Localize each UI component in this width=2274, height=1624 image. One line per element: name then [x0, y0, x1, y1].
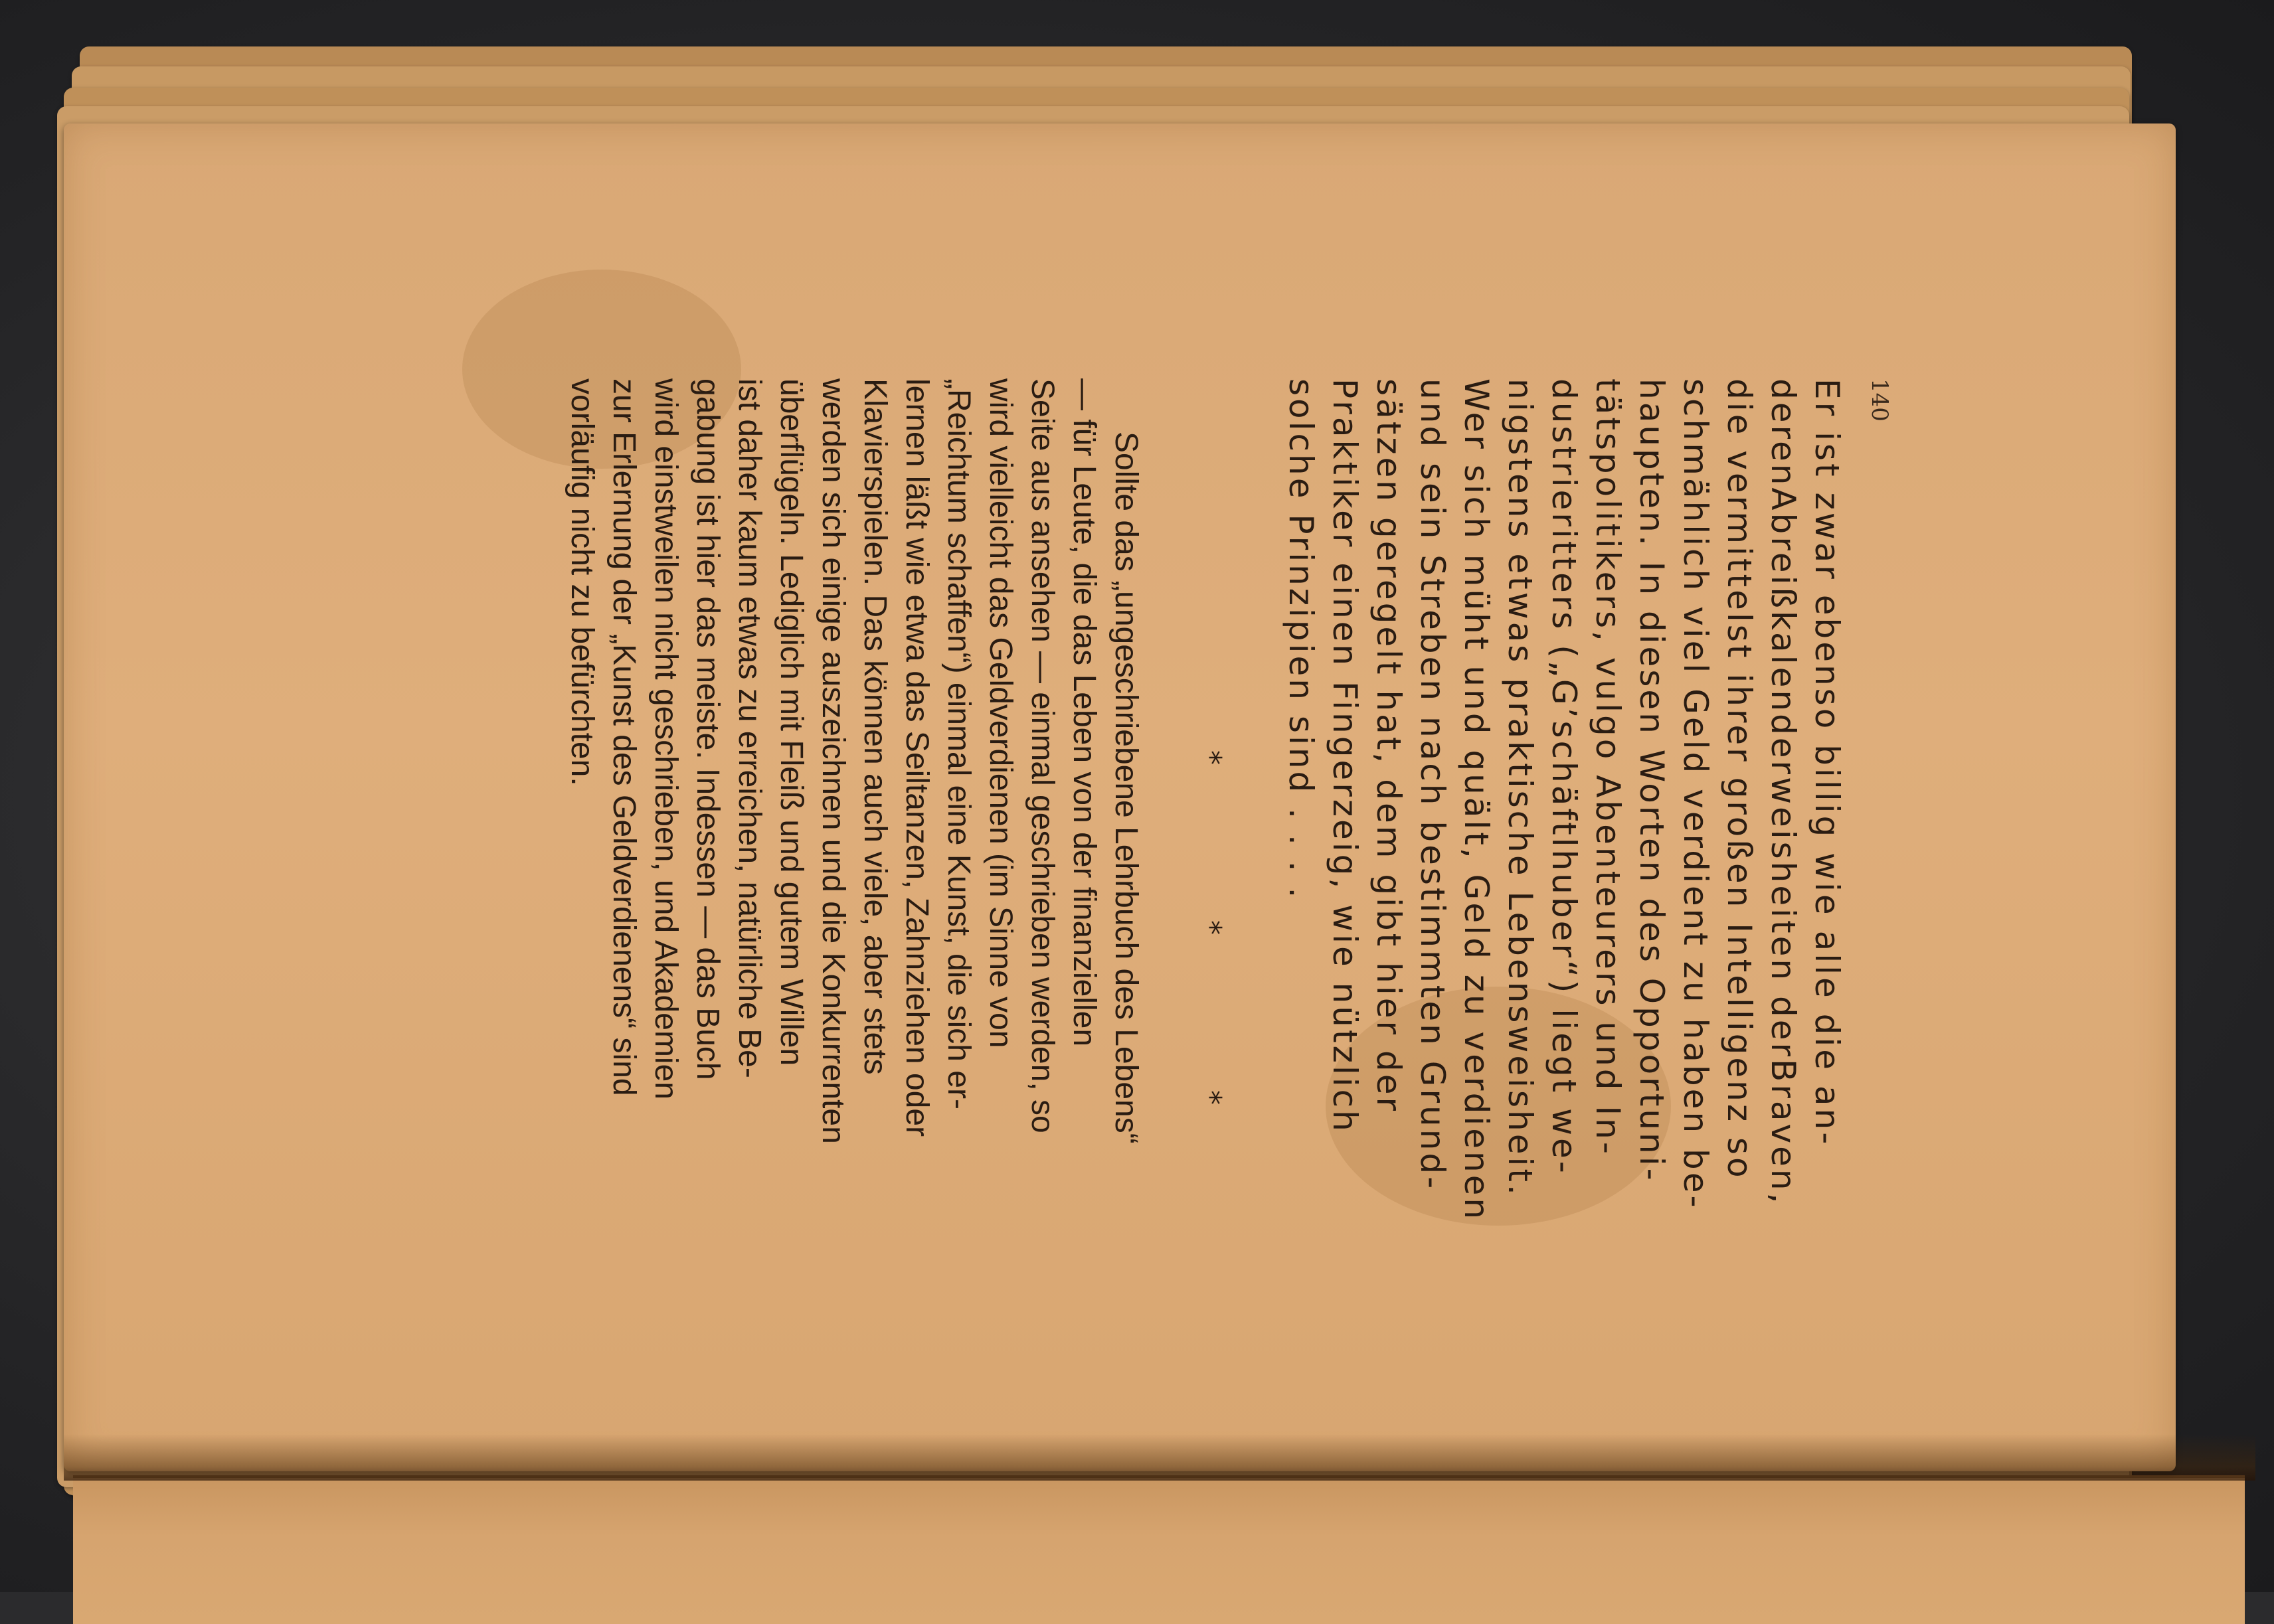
text-line: lernen läßt wie etwa das Seiltanzen, Zahnziehen oder [899, 378, 934, 1137]
text-line: Er ist zwar ebenso billig wie alle die an- [1808, 378, 1846, 1147]
section-separator: * * * [1193, 750, 1227, 1178]
text-line: Sollte das „ungeschriebene Lehrbuch des Lebens“ [1108, 432, 1144, 1144]
text-line: Wer sich müht und quält, Geld zu verdienen [1457, 378, 1496, 1222]
text-line: dustrieritters („G’schäftlhuber“) liegt we- [1545, 378, 1583, 1176]
text-line: werden sich einige auszeichnen und die Konkurrenten [816, 378, 851, 1144]
text-line: tätspolitikers, vulgo Abenteurers und In- [1589, 378, 1627, 1157]
text-line: die vermittelst ihrer großen Intelligenz so [1720, 378, 1759, 1180]
text-line: solche Prinzipien sind . . . . [1282, 378, 1320, 901]
text-line: vorläufig nicht zu befürchten. [565, 378, 600, 786]
text-line: überflügeln. Lediglich mit Fleiß und gutem Willen [774, 378, 809, 1066]
text-line: zur Erlernung der „Kunst des Geldverdienens“ sind [606, 378, 642, 1096]
page-number: 140 [1866, 378, 1893, 422]
paragraph-1 [1279, 378, 1849, 1534]
text-line: „Reichtum schaffen“) einmal eine Kunst, die sich er- [941, 378, 976, 1109]
paragraph-2 [561, 378, 1147, 1534]
text-line: derenAbreißkalenderweisheiten derBraven, [1764, 378, 1802, 1206]
text-line: haupten. In diesen Worten des Opportuni- [1632, 378, 1671, 1183]
text-line: Praktiker einen Fingerzeig, wie nützlich [1326, 378, 1364, 1134]
text-line: schmählich viel Geld verdient zu haben be- [1676, 378, 1715, 1210]
text-line: wird vielleicht das Geldverdienen (im Sinne von [983, 378, 1018, 1048]
text-line: und sein Streben nach bestimmten Grund- [1413, 378, 1452, 1192]
text-line: ist daher kaum etwas zu erreichen, natürliche Be- [732, 378, 767, 1078]
text-line: sätzen geregelt hat, dem gibt hier der [1369, 378, 1408, 1114]
text-line: wird einstweilen nicht geschrieben, und Akademien [648, 378, 683, 1099]
text-line: Klavierspielen. Das können auch viele, aber stets [857, 378, 893, 1075]
page-text [561, 378, 1893, 1534]
text-line: Seite aus ansehen — einmal geschrieben werden, so [1025, 378, 1060, 1133]
text-line: gabung ist hier das meiste. Indessen — das Buch [690, 378, 725, 1080]
text-line: nigstens etwas praktische Lebensweisheit. [1501, 378, 1539, 1198]
text-line: — für Leute, die das Leben von der finanziellen [1067, 378, 1102, 1047]
